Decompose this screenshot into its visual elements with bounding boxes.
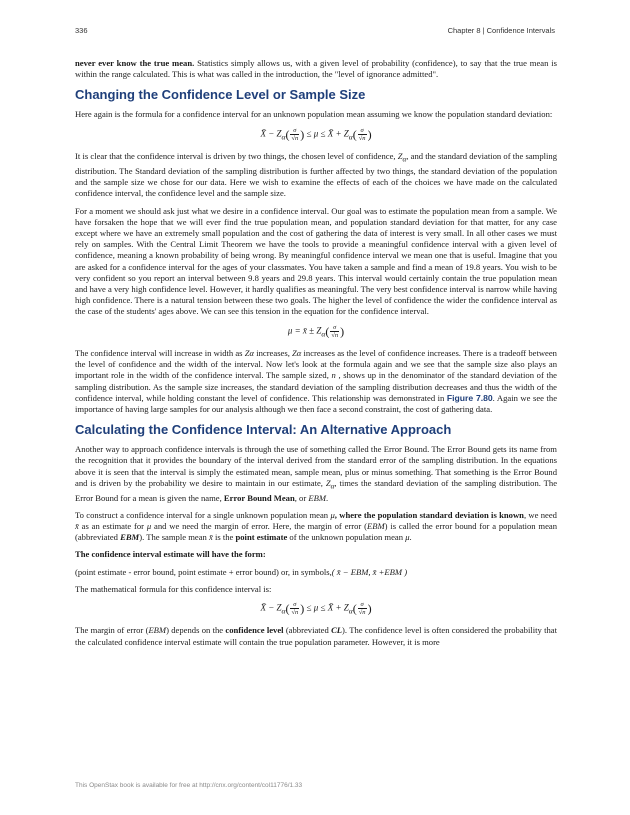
eq2-plus: + bbox=[333, 602, 344, 613]
s2p1-alpha: α bbox=[330, 482, 335, 491]
s1p4-e: . Again we see the importance of having large samples for our analysis although we then face a second constraint, the cost of gathering data. bbox=[75, 392, 558, 414]
eq2-sigma-2: σ bbox=[358, 601, 367, 609]
s2p2-mu-1: μ bbox=[330, 509, 335, 520]
mu-eq-lhs: μ = x̄ ± bbox=[287, 325, 317, 336]
s1p4-d: , shows up in the denominator of the standard deviation of the sampling distribution. As the sample size increases, the standard deviation of the sampling distribution decreases and thus the width of the confidence interval, while holding constant the level of confidence. This relationship was demonstrated in bbox=[75, 370, 557, 403]
eq2-minus: − bbox=[265, 602, 277, 613]
section-heading-alternative-approach: Calculating the Confidence Interval: An Alternative Approach bbox=[75, 422, 452, 438]
mu-eq-z: Z bbox=[316, 325, 322, 336]
section2-paragraph-3 bbox=[75, 549, 557, 560]
eq2-paren-l-2: ( bbox=[352, 601, 357, 616]
mu-eq-paren-r: ) bbox=[340, 324, 345, 339]
eq2-leq-mu: ≤ μ ≤ bbox=[304, 602, 328, 613]
s2p2-c: as an estimate for bbox=[78, 521, 147, 532]
section2-paragraph-5: The mathematical formula for this confidence interval is: bbox=[75, 583, 272, 594]
eq2-paren-l: ( bbox=[285, 601, 290, 616]
s2p2-bold-2: point estimate bbox=[235, 532, 288, 543]
mu-eq-fraction bbox=[330, 324, 339, 339]
intro-paragraph bbox=[75, 58, 557, 80]
section1-paragraph-2 bbox=[75, 151, 557, 200]
s2p1-bold: Error Bound Mean bbox=[223, 492, 295, 503]
eq2-xbar-2: X̄ bbox=[327, 602, 334, 613]
section1-paragraph-4 bbox=[75, 348, 557, 415]
eq-xbar: X̄ bbox=[260, 128, 266, 139]
eq2-fraction bbox=[290, 601, 299, 616]
s2p1-ebm: EBM bbox=[308, 492, 327, 503]
confidence-interval-formula-1 bbox=[75, 127, 557, 143]
eq-sqrt-n-2: √n bbox=[358, 134, 366, 142]
s2p4-a: (point estimate - error bound, point estimate + error bound) or, in symbols, bbox=[75, 566, 332, 577]
s1p4-n: n bbox=[331, 370, 336, 381]
eq-sigma: σ bbox=[290, 127, 299, 135]
s2p2-d: and we need the margin of error. Here, the margin of error ( bbox=[151, 521, 367, 532]
mu-eq-sqrt-n: √n bbox=[331, 331, 339, 339]
section-heading-confidence-level: Changing the Confidence Level or Sample Size bbox=[75, 87, 366, 103]
intro-text: Statistics simply allows us, with a given level of probability (confidence), to say that the true mean is within the range calculated. This is what was called in the introduction, the "level of ignorance admitted". bbox=[75, 58, 557, 80]
s2p6-b: ) depends on the bbox=[166, 625, 226, 636]
eq2-xbar: X̄ bbox=[260, 602, 266, 613]
eq2-sqrt-n-2: √n bbox=[358, 609, 366, 617]
eq2-sigma: σ bbox=[290, 601, 299, 609]
eq-xbar-2: X̄ bbox=[327, 128, 334, 139]
s1p4-c: increases as the level of confidence increases. There is a tradeoff between the level of confidence and the width of the interval. Now let's look at the formula again and we see that the sample size also plays an important role in the width of the confidence interval. The sample sized, bbox=[75, 347, 557, 381]
s2p2-xbar-1: x̄ bbox=[75, 521, 79, 532]
page-number: 336 bbox=[75, 26, 88, 35]
s2p4-symbols: ( x̄ − EBM, x̄ +EBM ) bbox=[331, 566, 408, 577]
s2p2-mu-2: μ bbox=[146, 521, 152, 532]
section2-paragraph-1 bbox=[75, 444, 557, 504]
s1p2-alpha: α bbox=[402, 155, 407, 164]
eq-fraction bbox=[290, 127, 299, 142]
eq2-sqrt-n: √n bbox=[291, 609, 299, 617]
mu-formula bbox=[75, 324, 557, 340]
eq2-fraction-2 bbox=[358, 601, 367, 616]
eq-paren-r: ) bbox=[300, 127, 305, 142]
s2p2-b: , we need bbox=[523, 509, 557, 520]
eq-fraction-2 bbox=[358, 127, 367, 142]
s2p1-a: Another way to approach confidence intervals is through the use of something called the Error Bound. The Error Bound gets its name from the recognition that it provides the boundary of the interval derived from the standard error of the sampling distribution. In the equations above it is seen that the interval is simply the estimated mean, sample mean, plus or minus something. That something is the Error Bound and is driven by the probability we desire to maintain in our estimate, bbox=[75, 444, 557, 488]
s2p1-c: , or bbox=[294, 492, 309, 503]
eq-sigma-2: σ bbox=[358, 127, 367, 135]
s2p6-ebm: EBM bbox=[148, 625, 167, 636]
s1p4-b: increases, bbox=[254, 347, 293, 358]
s2p1-b: , times the standard deviation of the sampling distribution. The Error Bound for a mean is given the name, bbox=[75, 477, 558, 503]
section1-paragraph-1: Here again is the formula for a confidence interval for an unknown population mean assuming we know the population standard deviation: bbox=[75, 109, 553, 120]
page-footer: This OpenStax book is available for free at http://cnx.org/content/col11776/1.33 bbox=[75, 782, 303, 789]
s2p2-xbar-2: x̄ bbox=[208, 532, 213, 543]
s2p2-a: To construct a confidence interval for a single unknown population mean bbox=[75, 509, 331, 520]
s2p6-a: The margin of error ( bbox=[75, 625, 149, 636]
mu-eq-sigma: σ bbox=[330, 324, 339, 332]
confidence-interval-formula-2 bbox=[75, 601, 557, 617]
eq-z-2: Z bbox=[343, 128, 349, 139]
s2p2-bold-1: , where the population standard deviation is known bbox=[334, 509, 524, 520]
s1p4-z-alpha-1: Zα bbox=[244, 347, 255, 358]
s1p2-a: It is clear that the confidence interval is driven by two things, the chosen level of confidence, bbox=[75, 150, 398, 161]
mu-eq-alpha: α bbox=[321, 328, 326, 338]
s1p2-b: , and the standard deviation of the sampling distribution. The Standard deviation of the sampling distribution is further affected by two things, the standard deviation of the population and the sample size we chose for our data. Here we wish to examine the effects of each of the choices we have made on the calculated confidence interval, the confidence level and the sample size. bbox=[75, 150, 557, 199]
eq2-alpha-2: α bbox=[348, 606, 353, 616]
s2p2-ebm-1: EBM bbox=[366, 521, 385, 532]
eq-paren-l: ( bbox=[285, 127, 290, 142]
eq2-z-2: Z bbox=[343, 602, 349, 613]
intro-bold-lead: never ever know the true mean. bbox=[75, 58, 195, 68]
s1p2-z-alpha bbox=[397, 150, 407, 164]
s2p6-c: (abbreviated bbox=[283, 625, 332, 636]
eq-z: Z bbox=[276, 128, 282, 139]
page-content bbox=[75, 58, 557, 654]
eq-sqrt-n: √n bbox=[291, 134, 299, 142]
section1-paragraph-3: For a moment we should ask just what we desire in a confidence interval. Our goal was to estimate the population mean from a sample. We have forsaken the hope that we will ever find the true population mean, and population standard deviation for that matter, for any case except where we have an extremely small population and the cost of gathering the data of interest is very small. In all other cases we must rely on samples. With the Central Limit Theorem we have the tools to provide a meaningful confidence interval with a given level of confidence, meaning a known probability of being wrong. By meaningful confidence interval we mean one that is useful. Imagine that you are asked for a confidence interval for the ages of your classmates. You have taken a sample and find a mean of 19.8 years. You wish to be very confident so you report an interval between 9.8 years and 29.8 years. This interval would certainly contain the true population mean and have a very high confidence level. However, it hardly qualifies as meaningful. The very best confidence interval is narrow while having high confidence. There is a natural tension between these two goals. The higher the level of confidence the wider the confidence interval as the case of the students' ages above. We can see this tension in the equation for the confidence interval. bbox=[75, 205, 557, 317]
s2p1-d: . bbox=[326, 492, 329, 503]
s2p3-bold: The confidence interval estimate will have the form: bbox=[75, 549, 266, 560]
s2p6-cl: CL bbox=[331, 625, 343, 636]
s2p2-mu-3: μ bbox=[405, 532, 410, 543]
eq2-paren-r: ) bbox=[300, 601, 305, 616]
eq-plus: + bbox=[333, 128, 344, 139]
s2p2-ebm-2: EBM bbox=[120, 532, 140, 543]
s2p2-f: ). The sample mean bbox=[139, 532, 209, 543]
s2p2-e: ) is called the error bound for a population mean (abbreviated bbox=[75, 521, 558, 543]
eq-leq-mu: ≤ μ ≤ bbox=[304, 128, 328, 139]
s1p2-z: Z bbox=[397, 150, 403, 161]
page-header bbox=[75, 26, 555, 38]
s2p2-i: . bbox=[409, 532, 412, 543]
eq-alpha: α bbox=[281, 131, 286, 141]
chapter-title: Chapter 8 | Confidence Intervals bbox=[447, 26, 555, 35]
s2p6-bold: confidence level bbox=[225, 625, 284, 636]
section2-paragraph-2 bbox=[75, 510, 557, 544]
eq2-paren-r-2: ) bbox=[367, 601, 372, 616]
section2-paragraph-6 bbox=[75, 625, 557, 647]
s2p1-z: Z bbox=[325, 477, 331, 488]
eq2-alpha: α bbox=[281, 606, 286, 616]
eq-minus: − bbox=[265, 128, 277, 139]
figure-7-80-link[interactable]: Figure 7.80 bbox=[446, 392, 493, 403]
s2p2-g: is the bbox=[212, 532, 236, 543]
eq-paren-r-2: ) bbox=[367, 127, 372, 142]
s1p4-z-alpha-2: Zα bbox=[292, 347, 302, 358]
s2p6-d: ). The confidence level is often considered the probability that the calculated confidence interval estimate will contain the true population parameter. However, it is more bbox=[75, 625, 557, 647]
eq2-z: Z bbox=[276, 602, 282, 613]
eq-paren-l-2: ( bbox=[352, 127, 357, 142]
s1p4-a: The confidence interval will increase in width as bbox=[75, 347, 245, 358]
section2-paragraph-4 bbox=[75, 567, 557, 578]
s2p2-h: of the unknown population mean bbox=[287, 532, 406, 543]
eq-alpha-2: α bbox=[348, 131, 353, 141]
mu-eq-paren-l: ( bbox=[325, 324, 330, 339]
